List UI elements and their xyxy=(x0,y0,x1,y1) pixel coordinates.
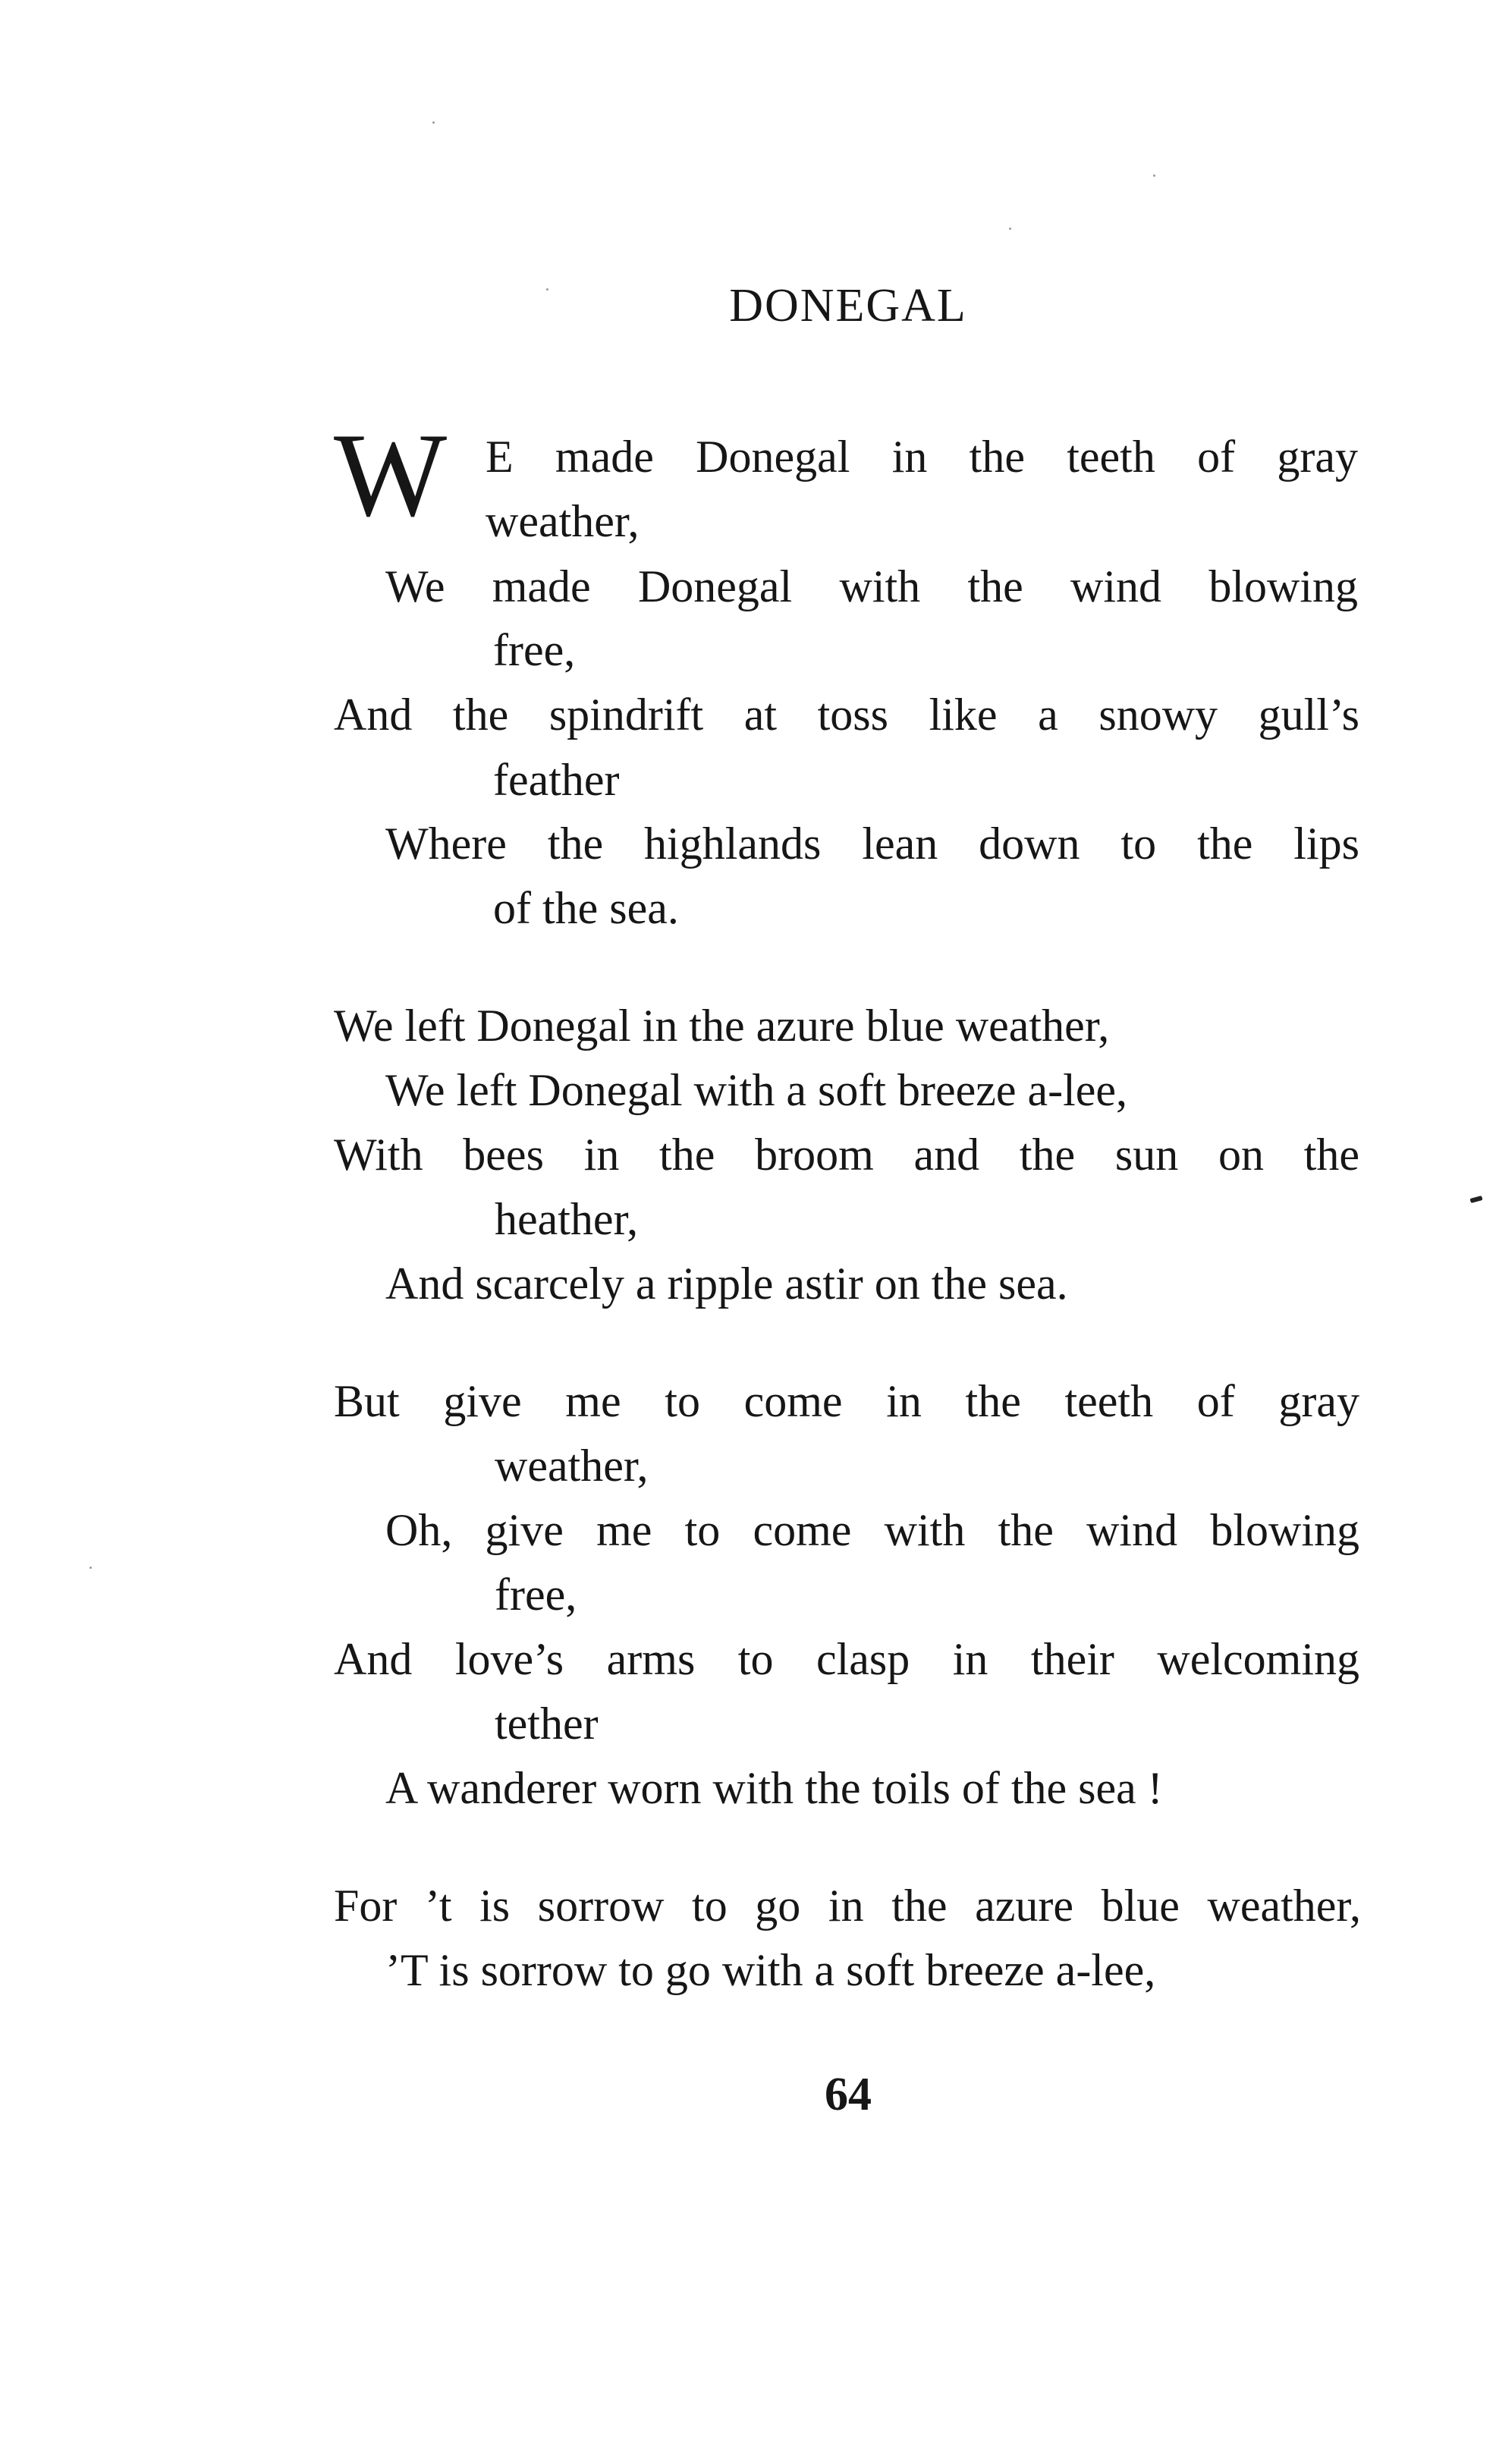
poem-line: We left Donegal with a soft breeze a-lee, xyxy=(385,1065,1128,1115)
poem-line: free, xyxy=(493,625,576,675)
poem-line: And the spindrift at toss like a snowy gull’s xyxy=(334,690,1359,740)
poem-line: But give me to come in the teeth of gray xyxy=(334,1376,1359,1426)
poem-line: ’T is sorrow to go with a soft breeze a-lee, xyxy=(385,1945,1156,1995)
poem-line: For ’t is sorrow to go in the azure blue weather, xyxy=(334,1881,1361,1931)
poem-line: With bees in the broom and the sun on the xyxy=(334,1130,1359,1180)
poem-line: feather xyxy=(493,755,620,805)
poem-line: free, xyxy=(495,1570,577,1620)
poem-line: E made Donegal in the teeth of gray xyxy=(486,432,1358,482)
drop-cap: W xyxy=(334,409,448,542)
paper-speck xyxy=(432,121,435,124)
page-number: 64 xyxy=(825,2069,872,2120)
poem-line: tether xyxy=(495,1699,599,1749)
poem-line: And love’s arms to clasp in their welcoming xyxy=(334,1634,1359,1684)
poem-line: heather, xyxy=(495,1194,639,1244)
poem-line: Oh, give me to come with the wind blowing xyxy=(385,1505,1359,1555)
poem-title: DONEGAL xyxy=(729,280,967,332)
paper-speck xyxy=(1153,174,1155,177)
poem-line: We left Donegal in the azure blue weather, xyxy=(334,1001,1110,1051)
poem-line: of the sea. xyxy=(493,883,679,933)
poem-line: A wanderer worn with the toils of the sea ! xyxy=(385,1763,1163,1813)
paper-speck xyxy=(90,1567,92,1569)
poem-line: We made Donegal with the wind blowing xyxy=(385,561,1358,611)
poem-line: weather, xyxy=(486,496,640,546)
poem-line: weather, xyxy=(495,1441,649,1491)
paper-speck xyxy=(1009,228,1011,230)
poem-line: Where the highlands lean down to the lips xyxy=(385,819,1359,869)
margin-mark xyxy=(1469,1196,1482,1203)
poem-line: And scarcely a ripple astir on the sea. xyxy=(385,1259,1068,1309)
